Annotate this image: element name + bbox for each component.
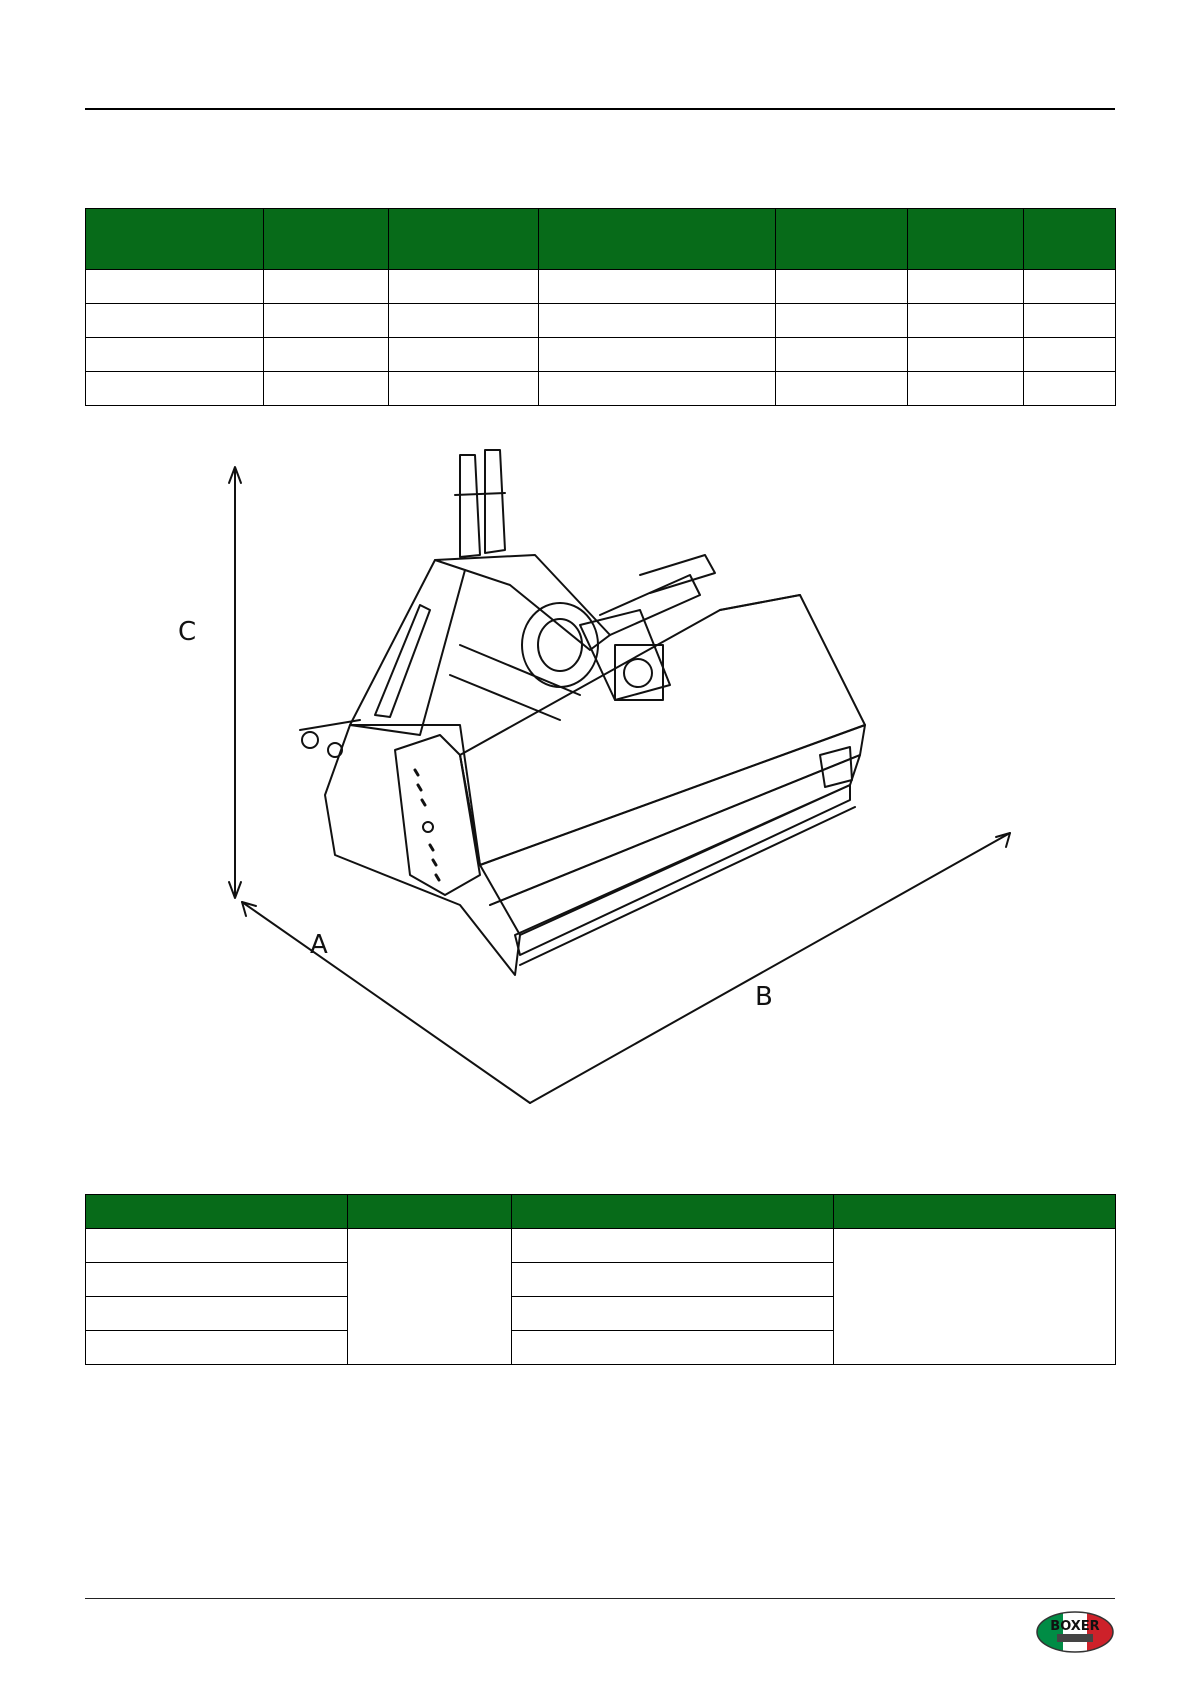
header-cell [86,209,264,270]
header-cell [776,209,908,270]
dimension-line-b [530,833,1010,1103]
table-cell [1024,372,1116,406]
table-cell [539,270,776,304]
header-cell [908,209,1024,270]
table-header-row [86,209,1116,270]
table-cell [86,304,264,338]
table-cell [776,372,908,406]
table-cell [389,304,539,338]
table-cell [86,270,264,304]
table-cell [86,1297,348,1331]
dimension-label-c: C [178,617,197,647]
header-cell [348,1195,512,1229]
table-cell [776,338,908,372]
logo-text: BOXER [1050,1619,1100,1634]
boxer-logo [1035,1609,1115,1655]
table-cell [512,1331,834,1365]
dimension-label-a: A [310,930,328,960]
header-rule [85,108,1115,110]
dimension-label-b: B [755,982,773,1012]
header-cell [512,1195,834,1229]
table-cell [264,338,389,372]
header-cell [1024,209,1116,270]
header-cell [264,209,389,270]
table-cell-merged [834,1229,1116,1365]
table-row [86,1229,1116,1263]
table-cell [1024,270,1116,304]
footer-rule [85,1598,1115,1599]
table-cell [389,338,539,372]
table-row [86,270,1116,304]
table-cell [908,304,1024,338]
table-cell [776,304,908,338]
table-cell [86,1263,348,1297]
table-cell [264,270,389,304]
tiller-technical-drawing [160,435,1020,1145]
table-cell [512,1229,834,1263]
table-header-row [86,1195,1116,1229]
table-cell [86,1229,348,1263]
table-cell [539,338,776,372]
header-cell [389,209,539,270]
table-cell-merged [348,1229,512,1365]
table-cell [539,372,776,406]
table-cell [389,270,539,304]
table-cell [264,304,389,338]
table-cell [86,338,264,372]
table-cell [908,372,1024,406]
spec-table-top [85,208,1116,406]
table-cell [264,372,389,406]
dimension-line-a [242,902,530,1103]
table-cell [512,1297,834,1331]
header-cell [539,209,776,270]
table-row [86,338,1116,372]
table-cell [908,270,1024,304]
table-cell [512,1263,834,1297]
table-cell [86,372,264,406]
header-cell [834,1195,1116,1229]
spec-table-bottom [85,1194,1116,1365]
table-cell [1024,338,1116,372]
table-cell [86,1331,348,1365]
header-cell [86,1195,348,1229]
table-cell [539,304,776,338]
table-row [86,372,1116,406]
table-cell [1024,304,1116,338]
table-row [86,304,1116,338]
table-cell [389,372,539,406]
logo-subtext-bar [1057,1634,1093,1642]
table-cell [908,338,1024,372]
table-cell [776,270,908,304]
